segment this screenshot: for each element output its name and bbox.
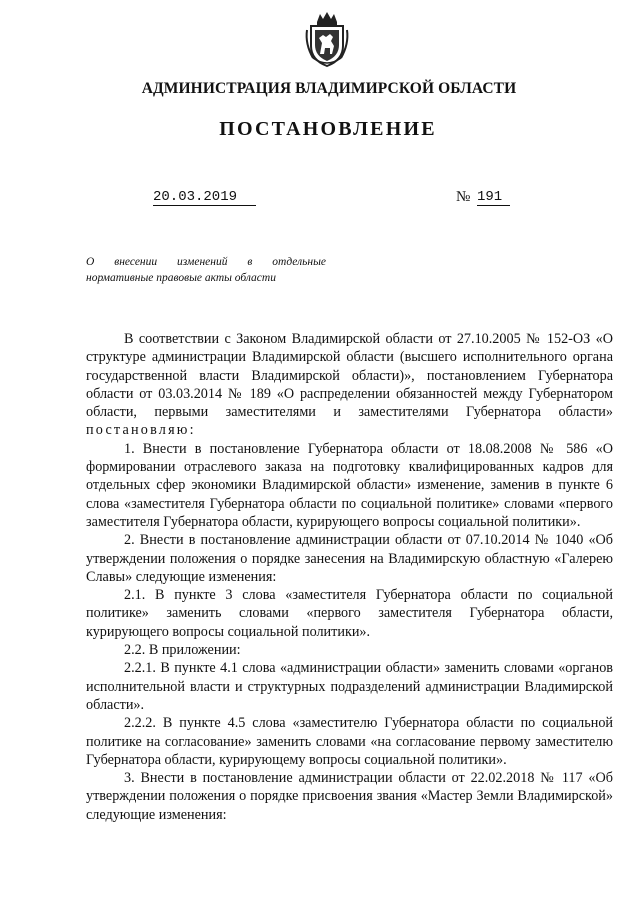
subject-line-1 (86, 254, 326, 270)
document-date: 20.03.2019 (153, 189, 256, 206)
document-number: 191 (477, 189, 510, 206)
organization-name: АДМИНИСТРАЦИЯ ВЛАДИМИРСКОЙ ОБЛАСТИ (141, 80, 517, 97)
paragraph-2-2: 2.2. В приложении: (124, 642, 241, 659)
subject-line-2: нормативные правовые акты области (86, 272, 276, 284)
preamble-paragraph (86, 330, 613, 440)
preamble-text: В соответствии с Законом Владимирской области от 27.10.2005 № 152-ОЗ «О структуре администрации Владимирской области (высшего исполнительного органа государственной власти Владимирской области)», постановлением Губернатора области от 03.03.2014 № 189 «О распределении обязанностей между Губернатором области, первыми заместителями и заместителями Губернатора области» (86, 331, 613, 421)
coat-of-arms-icon (303, 10, 351, 68)
number-sign: № (456, 189, 471, 205)
paragraph-2-2-2: 2.2.2. В пункте 4.5 слова «заместителю Губернатора области по социальной политике на согласование» заменить словами «на согласование первому заместителю Губернатора области, курирующему вопросы социальной политики». (86, 715, 613, 768)
subject-word: в (247, 256, 253, 268)
subject-word: О (86, 256, 95, 268)
subject-word: отдельные (272, 256, 326, 268)
document-type: ПОСТАНОВЛЕНИЕ (219, 118, 437, 140)
subject-word: изменений (177, 256, 228, 268)
paragraph-2-2-1: 2.2.1. В пункте 4.1 слова «администрации области» заменить словами «органов исполнительной власти и структурных подразделений администрации Владимирской области». (86, 660, 613, 713)
paragraph-3: 3. Внести в постановление администрации области от 22.02.2018 № 117 «Об утверждении положения о порядке присвоения звания «Мастер Земли Владимирской» следующие изменения: (86, 770, 613, 823)
paragraph-2-1: 2.1. В пункте 3 слова «заместителя Губернатора области по социальной политике» заменить словами «первого заместителя Губернатора области, курирующего вопросы социальной политики». (86, 587, 613, 640)
subject-word: внесении (114, 256, 158, 268)
document-subject (86, 254, 326, 286)
paragraph-2: 2. Внести в постановление администрации области от 07.10.2014 № 1040 «Об утверждении положения о порядке занесения на Владимирскую областную «Галерею Славы» следующие изменения: (86, 532, 613, 585)
paragraph-1: 1. Внести в постановление Губернатора области от 18.08.2008 № 586 «О формировании отраслевого заказа на подготовку квалифицированных кадров для отдельных сфер экономики Владимирской области» изменение, заменив в пункте 6 слова «заместителя Губернатора области по социальной политике» словами «первого заместителя Губернатора области, курирующего вопросы социальной политики». (86, 440, 613, 530)
decree-word: постановляю: (86, 422, 196, 439)
document-body (86, 330, 613, 824)
